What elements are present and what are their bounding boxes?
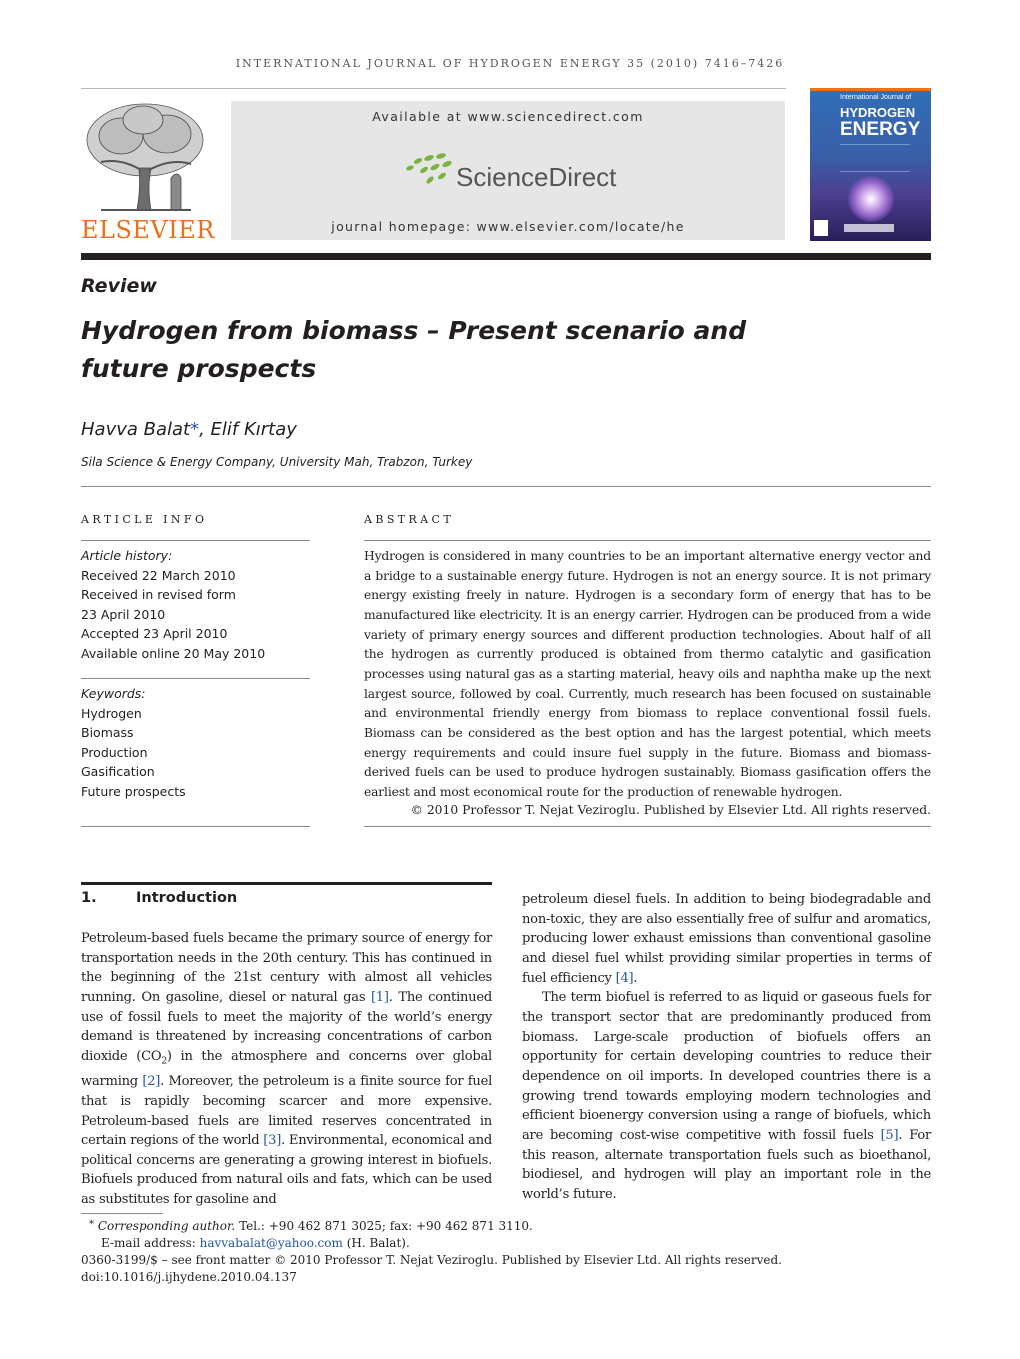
affiliation: Sila Science & Energy Company, University Mah, Trabzon, Turkey xyxy=(81,455,473,469)
email-link[interactable]: havvabalat@yahoo.com xyxy=(199,1236,343,1250)
abstract-heading: ABSTRACT xyxy=(364,513,455,526)
body-text: Petroleum-based fuels became the primary source of energy for transportation needs in the 20th century. This has continued in the beginning of the 21st century with almost all vehicles running. On gasoline, diesel or natural gas xyxy=(81,931,492,1005)
article-info-heading: ARTICLE INFO xyxy=(81,513,208,526)
keyword: Gasification xyxy=(81,764,155,779)
elsevier-wordmark: ELSEVIER xyxy=(81,216,215,244)
citation-link[interactable]: [1] xyxy=(370,989,389,1005)
footnote-mark: * xyxy=(89,1219,94,1230)
body-text: . Environmental, economical and political concerns are generating a growing interest in biofuels. Biofuels produced from natural oils and fats, which can be used as substitutes for gasoline and xyxy=(81,1133,493,1208)
corresponding-author-mark[interactable]: * xyxy=(190,419,200,440)
abstract-copyright: © 2010 Professor T. Nejat Veziroglu. Published by Elsevier Ltd. All rights reserved. xyxy=(410,803,931,817)
author-separator: , xyxy=(199,419,211,440)
body-text: . Moreover, the petroleum is a finite source for fuel that is rapidly becoming scarcer and more expensive. Petroleum-based fuels are limited reserves concentrated in certain regions of the world xyxy=(81,1074,493,1149)
footnote-rule xyxy=(81,1213,163,1214)
history-item: Accepted 23 April 2010 xyxy=(81,626,228,641)
corresponding-footnote xyxy=(81,1219,533,1233)
email-label: E-mail address: xyxy=(101,1236,200,1250)
history-label: Article history: xyxy=(81,548,173,563)
keywords-label: Keywords: xyxy=(81,686,146,701)
history-item: Available online 20 May 2010 xyxy=(81,646,266,661)
sciencedirect-wordmark: ScienceDirect xyxy=(456,162,617,192)
keyword: Hydrogen xyxy=(81,706,142,721)
cover-hydrogen-line: HYDROGEN xyxy=(840,105,916,120)
paragraph xyxy=(522,890,931,988)
email-owner: (H. Balat). xyxy=(342,1236,410,1250)
history-item: Received 22 March 2010 xyxy=(81,568,236,583)
doi-line[interactable]: doi:10.1016/j.ijhydene.2010.04.137 xyxy=(81,1270,297,1284)
paragraph xyxy=(522,988,931,1204)
article-info-rule xyxy=(81,540,310,541)
article-info-bottom-rule xyxy=(81,826,310,827)
article-type: Review xyxy=(81,275,157,297)
author-list xyxy=(81,419,297,440)
header-rule xyxy=(81,88,786,89)
journal-cover-thumbnail xyxy=(810,88,931,241)
intro-right-column xyxy=(522,890,931,1205)
sciencedirect-logo[interactable] xyxy=(402,150,618,194)
intro-left-column xyxy=(81,929,492,1210)
body-text: ) in the atmosphere and concerns over global warming xyxy=(81,1048,492,1090)
author-name[interactable]: Elif Kırtay xyxy=(210,419,297,440)
section-number: 1. xyxy=(81,890,97,906)
body-text: The term biofuel is referred to as liquid or gaseous fuels for the transport sector that are predominantly produced from biomass. Large-scale production of biofuels offers an opportunity for certain developing countries to reduce their dependence on oil imports. In developed countries there is a growing trend towards employing modern technologies and efficient bioenergy conversion using a range of biofuels, which are becoming cost-wise competitive with fossil fuels xyxy=(522,990,931,1143)
citation-link[interactable]: [5] xyxy=(880,1127,899,1143)
abstract-bottom-rule xyxy=(364,826,931,827)
section-rule xyxy=(81,882,492,885)
cover-energy-line: ENERGY xyxy=(840,119,921,140)
keyword: Future prospects xyxy=(81,784,186,799)
citation-link[interactable]: [4] xyxy=(615,970,634,986)
body-text: . The continued use of fossil fuels to meet the majority of the world’s energy demand is threatened by increasing concentrations of carbon dioxide (CO xyxy=(81,989,492,1064)
subscript: 2 xyxy=(161,1056,167,1067)
journal-homepage-link[interactable]: journal homepage: www.elsevier.com/locate/he xyxy=(331,219,685,234)
keywords-rule xyxy=(81,678,310,679)
keyword: Biomass xyxy=(81,725,134,740)
abstract-rule xyxy=(364,540,931,541)
author-name[interactable]: Havva Balat xyxy=(81,419,191,440)
cover-journal-line: International Journal of xyxy=(840,94,912,101)
article-title: Hydrogen from biomass – Present scenario and future prospects xyxy=(81,316,747,383)
available-at-link[interactable]: Available at www.sciencedirect.com xyxy=(372,109,644,124)
history-item: 23 April 2010 xyxy=(81,607,166,622)
abstract-body: Hydrogen is considered in many countries to be an important alternative energy vector and a bridge to a sustainable energy future. Hydrogen is not an energy source. It is not primary energy existing freely in nature. Hydrogen is a secondary form of energy that has to be manufactured like electricity. It is an energy carrier. Hydrogen can be produced from a wide variety of primary energy sources and different production technologies. About half of all the hydrogen as currently produced is obtained from thermo catalytic and gasification processes using natural gas as a starting material, heavy oils and naphtha make up the next largest source, followed by coal. Currently, much research has been focused on sustainable and environmental friendly energy from biomass to replace conventional fossil fuels. Biomass can be considered as the best option and has the largest potential, which meets energy requirements and could insure fuel supply in the future. Biomass and biomass-derived fuels can be used to produce hydrogen sustainably. Biomass gasification offers the earliest and most economical route for the production of renewable hydrogen. xyxy=(364,549,931,799)
citation-link[interactable]: [3] xyxy=(263,1133,282,1149)
footnote-label: Corresponding author. xyxy=(97,1219,236,1233)
email-footnote xyxy=(81,1236,410,1250)
footnote-contact: Tel.: +90 462 871 3025; fax: +90 462 871 3110. xyxy=(235,1219,533,1233)
history-item: Received in revised form xyxy=(81,587,236,602)
running-header: INTERNATIONAL JOURNAL OF HYDROGEN ENERGY 35 (2010) 7416–7426 xyxy=(235,57,785,70)
title-separator-rule xyxy=(81,253,931,260)
section-title: Introduction xyxy=(136,890,238,906)
keyword: Production xyxy=(81,745,148,760)
body-text: . xyxy=(633,970,638,986)
body-text: . For this reason, alternate transportation fuels such as bioethanol, biodiesel, and hydrogen will play an important role in the world’s future. xyxy=(522,1127,931,1202)
issn-line: 0360-3199/$ – see front matter © 2010 Professor T. Nejat Veziroglu. Published by Elsevier Ltd. All rights reserved. xyxy=(81,1253,782,1267)
info-rule xyxy=(81,486,931,487)
citation-link[interactable]: [2] xyxy=(142,1074,161,1090)
body-text: petroleum diesel fuels. In addition to being biodegradable and non-toxic, they are also essentially free of sulfur and aromatics, producing lower exhaust emissions than conventional gasoline and diesel fuel whilst providing similar properties in terms of fuel efficiency xyxy=(522,892,931,986)
